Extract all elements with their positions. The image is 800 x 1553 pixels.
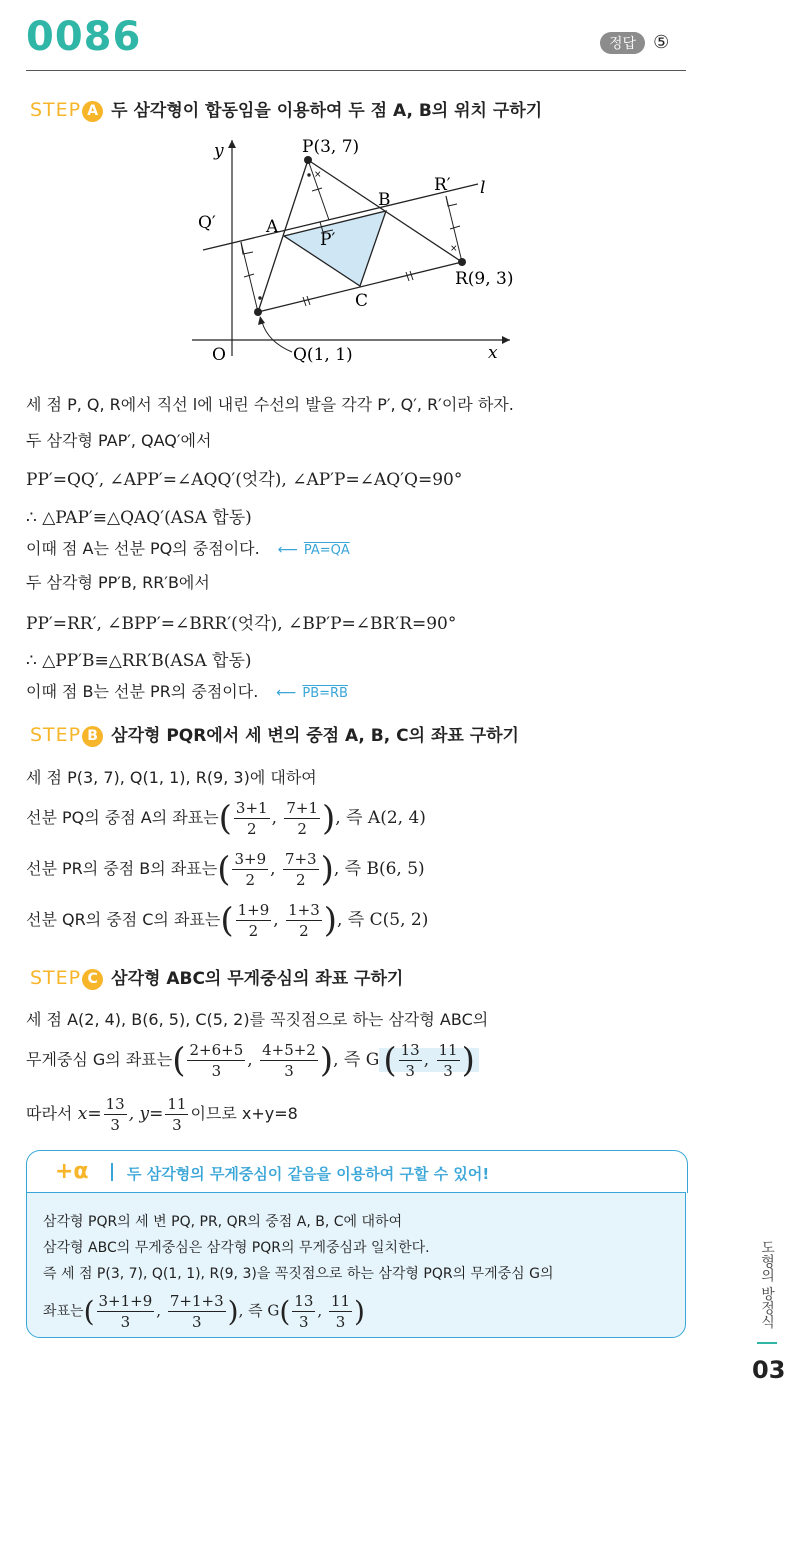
paren: ) [319,1040,334,1081]
numerator: 11 [438,1041,458,1059]
line-text: 따라서 [26,1104,73,1123]
paren: ( [218,798,232,839]
numerator: 11 [330,1292,351,1310]
midpoint-note [278,543,350,558]
paren: ) [354,1295,365,1328]
paren: ( [383,1040,397,1081]
step-c-heading [30,964,403,990]
line-text: , y= [128,1104,164,1124]
text-line [26,536,350,559]
tick-mark [410,271,413,280]
line-text: , 즉 C(5, 2) [337,910,429,930]
q-pointer-arrow [258,316,265,325]
point-r [458,258,466,266]
denominator: 3 [172,1116,182,1134]
fraction [399,1040,422,1081]
fraction [104,1094,127,1135]
label-b: B [378,190,391,210]
arrow-icon: ⟵ [276,685,297,701]
line-text: ∴ △PP′B≡△RR′B(ASA 합동) [26,651,252,671]
side-divider [757,1342,777,1344]
denominator: 3 [405,1062,415,1080]
step-label: STEP [30,99,82,121]
answer-area [600,32,669,54]
fraction [168,1291,226,1332]
text-line [26,765,317,788]
numerator: 13 [294,1292,314,1310]
numerator: 13 [400,1041,420,1059]
chapter-number: 03 [752,1356,786,1385]
answer-value: ⑤ [653,32,670,53]
paren: ( [83,1295,95,1328]
denominator: 3 [211,1062,222,1080]
paren: ) [461,1040,475,1081]
numerator: 4+5+2 [262,1041,316,1059]
fraction [329,1291,352,1332]
label-p: P(3, 7) [302,137,360,157]
denominator: 3 [299,1313,309,1331]
numerator: 13 [105,1095,125,1113]
step-title: 두 삼각형이 합동임을 이용하여 두 점 A, B의 위치 구하기 [111,101,543,121]
line-text: 좌표는 [43,1303,84,1320]
step-letter-badge: A [82,101,103,122]
fraction [260,1040,318,1081]
label-line-l: l [480,178,486,198]
step-title: 삼각형 ABC의 무게중심의 좌표 구하기 [111,969,404,989]
paren: ( [172,1040,186,1081]
tip-line: 좌표는( $\frac{3+1+9}{3}$ , $\frac{7+1+3}{3}$ ), 즉 G( $\frac{13}{3}$ , $\frac{11}{3}$ ) [43,1292,365,1331]
midpoint-c-line: 선분 QR의 중점 C의 좌표는( $\frac{1+9}{2}$ , $\frac{1+3}{2}$ ), 즉 C(5, 2) [26,900,429,941]
line-text: PP′=RR′, ∠BPP′=∠BRR′(엇각), ∠BP′P=∠BR′R=90° [26,614,457,634]
denominator: 3 [335,1313,346,1331]
label-q-prime: Q′ [198,213,216,233]
geometry-figure [180,128,540,376]
fraction [234,798,270,839]
plus-alpha-icon: +α [55,1159,89,1184]
denominator: 3 [120,1313,131,1331]
perp-pp [308,160,329,220]
paren: ( [217,849,231,890]
q-label-pointer [262,322,292,352]
fraction [236,900,272,941]
denominator: 2 [246,820,257,838]
chapter-title-vertical: 도형의 방정식 [759,1240,775,1329]
fraction [97,1291,155,1332]
centroid-result-highlight: ( $\frac{13}{3}$ , $\frac{11}{3}$ ) [379,1048,479,1072]
denominator: 3 [284,1062,294,1080]
point-q [254,308,262,316]
fraction [165,1094,188,1135]
denominator: 3 [110,1116,120,1134]
denominator: 2 [245,871,256,889]
label-x: x [488,343,498,363]
step-letter-badge: C [82,969,103,990]
answer-badge: 정답 [600,32,645,54]
denominator: 2 [248,922,259,940]
y-axis-arrow [228,140,236,148]
numerator: 7+1 [286,799,319,817]
numerator: 1+3 [288,901,320,919]
point-p [304,156,312,164]
line-text: 세 점 P, Q, R에서 직선 l에 내린 수선의 발을 각각 P′, Q′, R′이라 하자. [26,395,514,414]
denominator: 2 [297,820,307,838]
tick-mark [406,272,409,281]
midpoint-b-line: 선분 PR의 중점 B의 좌표는( $\frac{3+9}{2}$ , $\frac{7+3}{2}$ ), 즉 B(6, 5) [26,849,425,890]
tip-line [43,1237,430,1257]
label-p-prime: P′ [320,230,336,250]
text-line [26,1007,488,1030]
angle-dot [307,173,310,176]
label-a: A [266,217,279,237]
chapter-side-tab [752,1240,786,1385]
denominator: 3 [443,1062,453,1080]
line-text: 삼각형 PQR의 세 변 PQ, PR, QR의 중점 A, B, C에 대하여 [43,1214,403,1230]
label-y: y [214,141,224,161]
line-text: 세 점 A(2, 4), B(6, 5), C(5, 2)를 꼭짓점으로 하는 삼각형 ABC의 [26,1010,489,1029]
note-text: PA=QA [303,543,350,558]
denominator: 2 [295,871,306,889]
line-text: 즉 세 점 P(3, 7), Q(1, 1), R(9, 3)을 꼭짓점으로 하는 삼각형 PQR의 무게중심 G의 [43,1266,554,1282]
numerator: 7+3 [284,850,317,868]
denominator: 2 [299,922,309,940]
text-line [26,392,514,415]
step-a-heading [30,96,542,122]
paren: ( [279,1295,291,1328]
paren: ) [320,849,334,890]
tip-line [43,1211,402,1231]
text-line [26,609,456,634]
line-text: 이때 점 B는 선분 PR의 중점이다. [26,682,259,701]
angle-cross: × [314,170,322,180]
tip-line [43,1263,553,1283]
step-letter-badge: B [82,726,103,747]
line-text: , 즉 G [238,1301,280,1320]
line-text: 두 삼각형 PAP′, QAQ′에서 [26,431,212,450]
numerator: 7+1+3 [169,1292,224,1310]
midpoint-note [276,686,348,701]
fraction [284,798,320,839]
line-text: 세 점 P(3, 7), Q(1, 1), R(9, 3)에 대하여 [26,768,317,787]
midpoint-a-line: 선분 PQ의 중점 A의 좌표는( $\frac{3+1}{2}$ , $\frac{7+1}{2}$ ), 즉 A(2, 4) [26,798,426,839]
label-q: Q(1, 1) [293,345,353,365]
line-text: , 즉 A(2, 4) [335,808,426,828]
numerator: 3+1 [235,799,268,817]
paren: ( [220,900,234,941]
fraction [292,1291,315,1332]
line-text: 이므로 x+y=8 [190,1104,298,1123]
step-title: 삼각형 PQR에서 세 변의 중점 A, B, C의 좌표 구하기 [111,726,519,746]
step-label: STEP [30,967,82,989]
arrow-icon: ⟵ [277,542,298,558]
step-b-heading [30,721,519,747]
numerator: 11 [167,1095,187,1113]
numerator: 1+9 [237,901,270,919]
fraction [283,849,319,890]
line-text: 무게중심 G의 좌표는 [26,1050,173,1069]
numerator: 2+6+5 [189,1041,244,1059]
fraction [187,1040,245,1081]
problem-number: 0086 [26,14,142,60]
fraction [232,849,268,890]
line-text: , 즉 G [333,1050,380,1070]
fraction [286,900,322,941]
tip-divider [111,1163,113,1181]
paren: ) [322,798,336,839]
line-text: x= [77,1104,102,1124]
text-line [26,465,462,490]
numerator: 3+1+9 [98,1292,153,1310]
line-text: PP′=QQ′, ∠APP′=∠AQQ′(엇각), ∠AP′P=∠AQ′Q=90° [26,470,463,490]
paren: ) [323,900,337,941]
fraction [437,1040,460,1081]
text-line [26,570,210,593]
tip-box [26,1150,686,1338]
text-line [26,679,348,702]
step-label: STEP [30,724,82,746]
label-r-prime: R′ [434,175,451,195]
tip-body [26,1192,686,1338]
numerator: 3+9 [234,850,267,868]
tick-mark [450,226,460,229]
label-origin: O [212,345,226,365]
text-line [26,503,252,528]
label-c: C [355,291,369,311]
tip-header [26,1150,688,1193]
final-line [26,1094,298,1135]
tip-title: 두 삼각형의 무게중심이 같음을 이용하여 구할 수 있어! [127,1165,490,1183]
line-text: 두 삼각형 PP′B, RR′B에서 [26,573,210,592]
line-text: 선분 PQ의 중점 A의 좌표는 [26,808,219,827]
line-text: 삼각형 ABC의 무게중심은 삼각형 PQR의 무게중심과 일치한다. [43,1240,430,1256]
angle-cross: × [450,244,458,254]
centroid-line: 무게중심 G의 좌표는( $\frac{2+6+5}{3}$ , $\frac{4+5+2}{3}$ ), 즉 G ( $\frac{13}{3}$ , $\frac{11}{3}$ ) [26,1040,479,1081]
note-text: PB=RB [302,686,348,701]
line-text: , 즉 B(6, 5) [333,859,425,879]
text-line [26,646,252,671]
paren: ) [227,1295,239,1328]
text-line [26,428,211,451]
line-text: 이때 점 A는 선분 PQ의 중점이다. [26,539,260,558]
line-text: 선분 PR의 중점 B의 좌표는 [26,859,218,878]
angle-dot [258,296,261,299]
label-r: R(9, 3) [455,269,514,289]
denominator: 3 [191,1313,202,1331]
line-text: ∴ △PAP′≡△QAQ′(ASA 합동) [26,508,252,528]
x-axis-arrow [502,336,510,344]
header-divider [26,70,686,71]
tick-mark [312,188,322,191]
line-text: 선분 QR의 중점 C의 좌표는 [26,910,221,929]
